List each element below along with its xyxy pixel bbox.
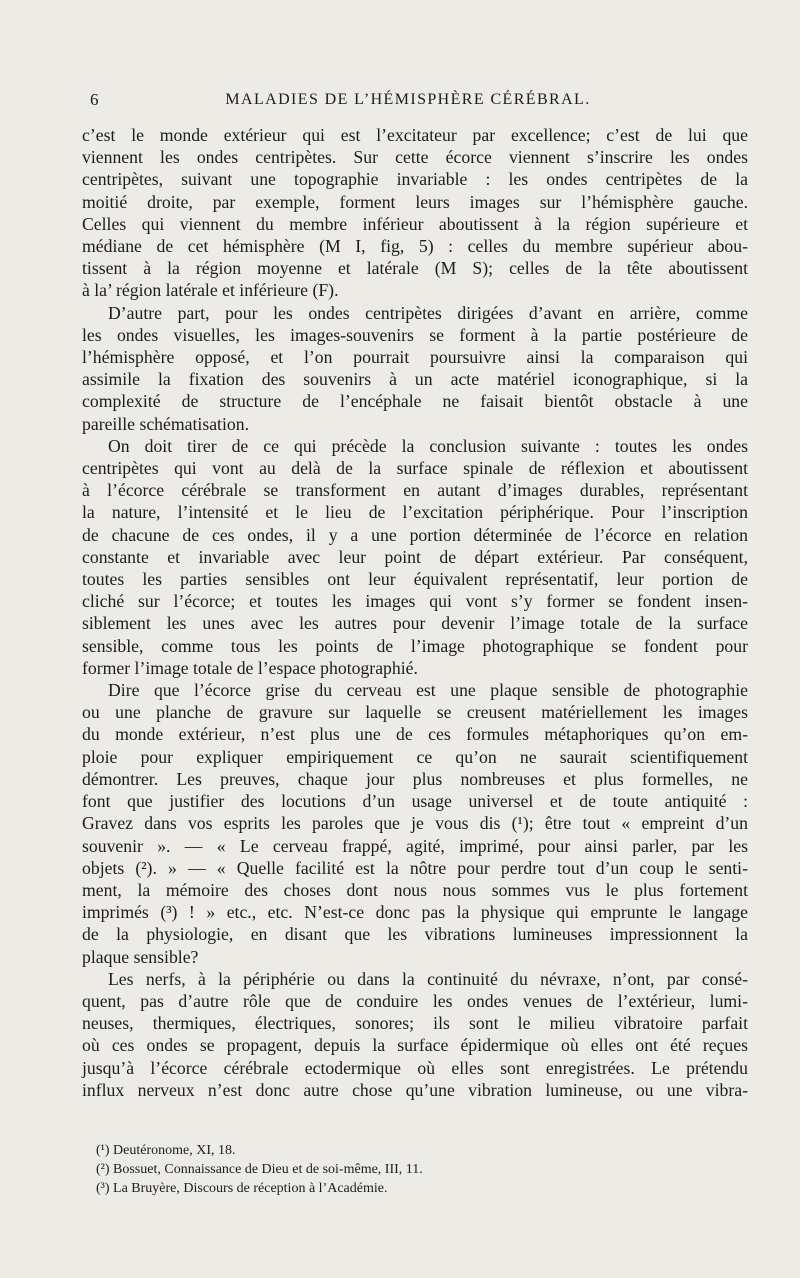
text-line: moitié droite, par exemple, forment leurs images sur l’hémisphère gauche. bbox=[82, 191, 748, 212]
text-line: complexité de structure de l’encéphale ne faisait bientôt obstacle à une bbox=[82, 391, 748, 412]
text-line: souvenir ». — « Le cerveau frappé, agité, imprimé, pour ainsi parler, par les bbox=[82, 835, 748, 856]
text-line: la nature, l’intensité et le lieu de l’excitation périphérique. Pour l’inscription bbox=[82, 502, 748, 523]
text-line: neuses, thermiques, électriques, sonores; ils sont le milieu vibratoire parfait bbox=[82, 1013, 748, 1034]
text-line: à l’écorce cérébrale se transforment en autant d’images durables, représentant bbox=[82, 480, 748, 501]
text-line: l’hémisphère opposé, et l’on pourrait poursuivre ainsi la comparaison qui bbox=[82, 347, 748, 368]
text-line: ment, la mémoire des choses dont nous nous sommes vus le plus fortement bbox=[82, 879, 748, 900]
text-line: médiane de cet hémisphère (M I, fig, 5) : celles du membre supérieur abou- bbox=[82, 236, 748, 257]
text-line: Celles qui viennent du membre inférieur aboutissent à la région supérieure et bbox=[82, 213, 748, 234]
text-line: jusqu’à l’écorce cérébrale ectodermique où elles sont enregistrées. Le prétendu bbox=[82, 1057, 748, 1078]
text-line: influx nerveux n’est donc autre chose qu’une vibration lumineuse, ou une vibra- bbox=[82, 1079, 748, 1100]
text-line: objets (²). » — « Quelle facilité est la nôtre pour perdre tout d’un coup le senti- bbox=[82, 857, 748, 878]
running-title: MALADIES DE L’HÉMISPHÈRE CÉRÉBRAL. bbox=[225, 91, 591, 108]
text-line: On doit tirer de ce qui précède la conclusion suivante : toutes les ondes bbox=[108, 435, 748, 456]
text-line: pareille schématisation. bbox=[82, 413, 249, 434]
footnote: (¹) Deutéronome, XI, 18. bbox=[96, 1143, 236, 1158]
text-line: démontrer. Les preuves, chaque jour plus nombreuses et plus formelles, ne bbox=[82, 768, 748, 789]
text-line: Les nerfs, à la périphérie ou dans la continuité du névraxe, n’ont, par consé- bbox=[108, 968, 748, 989]
footnote: (²) Bossuet, Connaissance de Dieu et de soi-même, III, 11. bbox=[96, 1162, 423, 1177]
text-line: imprimés (³) ! » etc., etc. N’est-ce donc pas la physique qui emprunte le langage bbox=[82, 902, 748, 923]
text-line: de chacune de ces ondes, il y a une portion déterminée de l’écorce en relation bbox=[82, 524, 748, 545]
text-line: siblement les unes avec les autres pour devenir l’image totale de la surface bbox=[82, 613, 748, 634]
text-line: sensible, comme tous les points de l’image photographique se fondent pour bbox=[82, 635, 748, 656]
text-line: former l’image totale de l’espace photographié. bbox=[82, 657, 418, 678]
page-number: 6 bbox=[90, 90, 99, 109]
text-line: D’autre part, pour les ondes centripètes dirigées d’avant en arrière, comme bbox=[108, 302, 748, 323]
text-line: ou une planche de gravure sur laquelle se creusent matériellement les images bbox=[82, 702, 748, 723]
text-line: centripètes qui vont au delà de la surface spinale de réflexion et aboutissent bbox=[82, 458, 748, 479]
text-line: plaque sensible? bbox=[82, 946, 199, 967]
text-line: Gravez dans vos esprits les paroles que je vous dis (¹); être tout « empreint d’un bbox=[82, 813, 748, 834]
footnote: (³) La Bruyère, Discours de réception à l’Académie. bbox=[96, 1181, 388, 1196]
text-line: toutes les parties sensibles ont leur équivalent représentatif, leur portion de bbox=[82, 569, 748, 590]
text-line: centripètes, suivant une topographie invariable : les ondes centripètes de la bbox=[82, 169, 748, 190]
text-line: de la physiologie, en disant que les vibrations lumineuses impressionnent la bbox=[82, 924, 748, 945]
text-line: tissent à la région moyenne et latérale (M S); celles de la tête aboutissent bbox=[82, 258, 748, 279]
body-text bbox=[82, 124, 748, 1101]
text-line: les ondes visuelles, les images-souvenirs se forment à la partie postérieure de bbox=[82, 324, 748, 345]
page-header bbox=[70, 90, 746, 114]
text-line: Dire que l’écorce grise du cerveau est une plaque sensible de photographie bbox=[108, 680, 748, 701]
text-line: viennent les ondes centripètes. Sur cette écorce viennent s’inscrire les ondes bbox=[82, 147, 748, 168]
text-line: constante et invariable avec leur point de départ extérieur. Par conséquent, bbox=[82, 546, 748, 567]
footnotes bbox=[96, 1141, 746, 1198]
text-line: ploie pour expliquer empiriquement ce qu’on ne saurait scientifiquement bbox=[82, 746, 748, 767]
text-line: cliché sur l’écorce; et toutes les images qui vont s’y former se fondent insen- bbox=[82, 591, 748, 612]
text-line: à la’ région latérale et inférieure (F). bbox=[82, 280, 339, 301]
text-line: font que justifier des locutions d’un usage universel et de toute antiquité : bbox=[82, 791, 748, 812]
text-line: c’est le monde extérieur qui est l’excitateur par excellence; c’est de lui que bbox=[82, 125, 748, 145]
text-line: assimile la fixation des souvenirs à un acte matériel iconographique, si la bbox=[82, 369, 748, 390]
text-line: du monde extérieur, n’est plus une de ces formules métaphoriques qu’on em- bbox=[82, 724, 748, 745]
text-line: où ces ondes se propagent, depuis la surface épidermique où elles ont été reçues bbox=[82, 1035, 748, 1056]
text-line: quent, pas d’autre rôle que de conduire les ondes venues de l’extérieur, lumi- bbox=[82, 990, 748, 1011]
